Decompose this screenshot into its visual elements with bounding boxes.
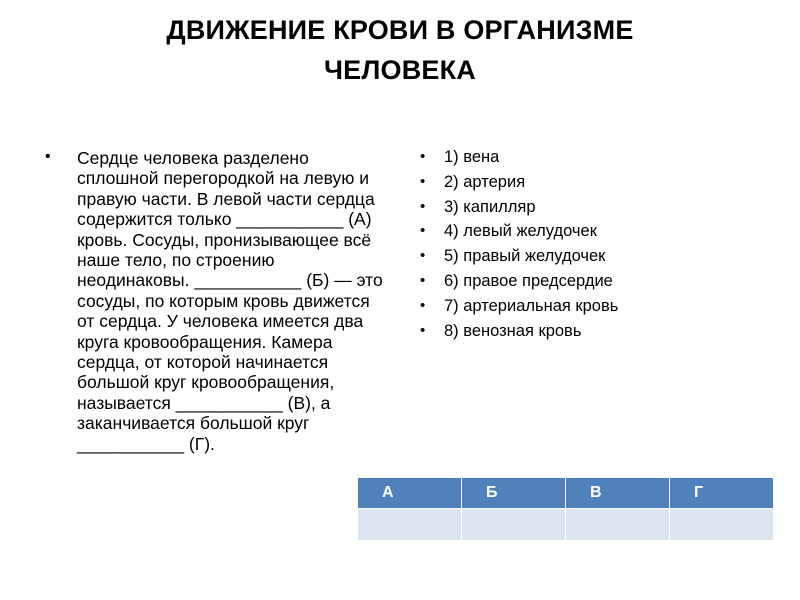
option-label: 5) правый желудочек (444, 247, 606, 266)
option-label: 3) капилляр (444, 197, 536, 216)
option-label: 8) венозная кровь (444, 321, 582, 340)
answer-header-v: В (566, 478, 670, 509)
bullet-icon: • (420, 148, 426, 165)
option-label: 7) артериальная кровь (444, 296, 619, 315)
slide-title: ДВИЖЕНИЕ КРОВИ В ОРГАНИЗМЕ ЧЕЛОВЕКА (166, 15, 634, 85)
bullet-icon: • (420, 247, 426, 265)
answer-table-row (358, 509, 774, 541)
option-label: 2) артерия (444, 172, 526, 191)
option-item (420, 244, 780, 269)
option-item (420, 219, 780, 244)
answer-header-g: Г (670, 478, 774, 509)
option-item (420, 294, 780, 319)
bullet-icon: • (420, 222, 426, 240)
bullet-icon: • (420, 271, 426, 289)
answer-cell-g[interactable] (670, 509, 774, 541)
answer-cell-b[interactable] (462, 509, 566, 541)
answer-cell-a[interactable] (358, 509, 462, 541)
bullet-icon: • (420, 197, 426, 215)
option-item (420, 319, 780, 344)
option-item (420, 269, 780, 294)
bullet-icon: • (45, 148, 51, 165)
option-item (420, 145, 780, 170)
answer-table (357, 477, 774, 541)
answer-cell-v[interactable] (566, 509, 670, 541)
answer-header-b: Б (462, 478, 566, 509)
task-text: Сердце человека разделено сплошной перегородкой на левую и правую части. В левой части сердца содержится только ___________ (А) кровь. Сосуды, пронизывающее всё наше тело, по строению неодинаковы. ___________ (Б) — это сосуды, по которым кровь движется от сердца. У человека имеется два круга кровообращения. Камера сердца, от которой начинается большой круг кровообращения, называется ___________ (В), а заканчивается большой круг ___________ (Г). (77, 148, 383, 454)
option-label: 4) левый желудочек (444, 222, 597, 241)
option-item (420, 195, 780, 220)
task-paragraph (45, 148, 385, 454)
options-list (420, 145, 780, 343)
option-label: 6) правое предсердие (444, 271, 613, 290)
bullet-icon: • (420, 321, 426, 339)
option-label: 1) вена (444, 148, 500, 166)
option-item (420, 170, 780, 195)
answer-header-a: А (358, 478, 462, 509)
answer-table-header-row (358, 478, 774, 509)
bullet-icon: • (420, 296, 426, 314)
bullet-icon: • (420, 172, 426, 190)
